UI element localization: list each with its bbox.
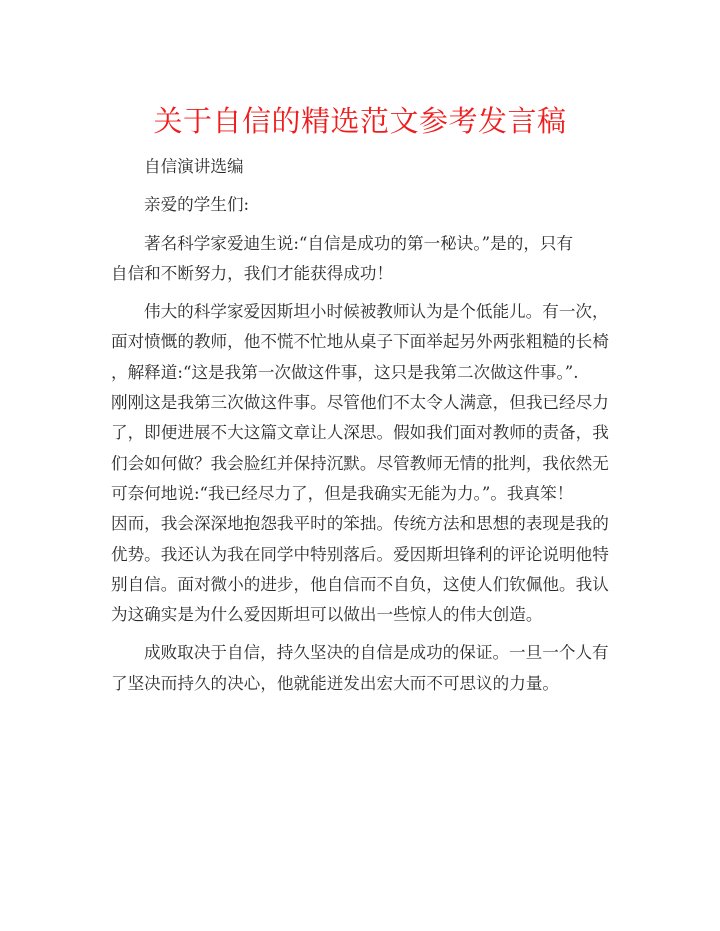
text-line: 刚刚这是我第三次做这件事。尽管他们不太令人满意，但我已经尽力 — [111, 393, 609, 413]
text-line: 为这确实是为什么爱因斯坦可以做出一些惊人的伟大创造。 — [111, 605, 543, 625]
paragraph-edison-quote — [111, 229, 611, 290]
text-line: 成败取决于自信，持久坚决的自信是成功的保证。一旦一个人有 — [144, 643, 609, 663]
text-line: 自信和不断努力，我们才能获得成功！ — [111, 263, 394, 283]
text-line: 因而，我会深深地抱怨我平时的笨拙。传统方法和思想的表现是我的 — [111, 514, 609, 534]
text-line: 别自信。面对微小的进步，他自信而不自负，这使人们钦佩他。我认 — [111, 574, 609, 594]
text-line: 著名科学家爱迪生说:“自信是成功的第一秘诀。”是的，只有 — [144, 233, 574, 253]
text-line: 自信演讲选编 — [144, 157, 244, 176]
paragraph-subtitle — [111, 152, 611, 182]
text-line: 伟大的科学家爱因斯坦小时候被教师认为是个低能儿。有一次， — [144, 302, 609, 322]
text-line: ，解释道:“这是我第一次做这件事，这只是我第二次做这件事。”. — [111, 362, 579, 382]
text-line: 优势。我还认为我在同学中特别落后。爱因斯坦锋利的评论说明他特 — [111, 544, 609, 564]
page-title: 关于自信的精选范文参考发言稿 — [153, 104, 567, 138]
text-line: 可奈何地说:“我已经尽力了，但是我确实无能为力。”。我真笨！ — [111, 483, 574, 503]
document-body — [111, 152, 611, 707]
text-line: 了，即便进展不大这篇文章让人深思。假如我们面对教师的责备，我 — [111, 423, 609, 443]
text-line: 亲爱的学生们: — [144, 195, 250, 215]
text-line: 面对愤慨的教师，他不慌不忙地从桌子下面举起另外两张粗糙的长椅 — [111, 332, 609, 352]
text-line: 了坚决而持久的决心，他就能迸发出宏大而不可思议的力量。 — [111, 673, 560, 693]
text-line: 们会如何做？我会脸红并保持沉默。尽管教师无情的批判，我依然无 — [111, 453, 609, 473]
paragraph-salutation — [111, 190, 611, 220]
paragraph-conclusion — [111, 638, 611, 699]
paragraph-einstein-story — [111, 297, 611, 630]
